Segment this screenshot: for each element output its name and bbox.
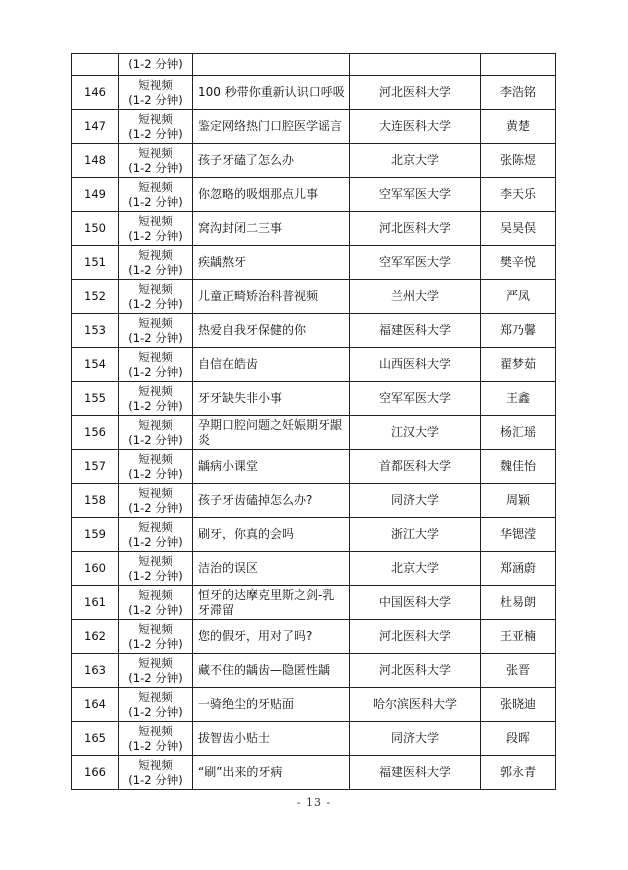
cell-number: 153 <box>72 314 119 348</box>
table-row <box>72 688 556 722</box>
cell-type: (1-2 分钟) <box>119 54 193 76</box>
cell-title: 藏不住的龋齿—隐匿性龋 <box>193 654 350 688</box>
table-row <box>72 110 556 144</box>
cell-number: 154 <box>72 348 119 382</box>
type-label: 短视频 <box>138 213 173 228</box>
type-label: 短视频 <box>138 315 173 330</box>
type-label: 短视频 <box>138 145 173 160</box>
cell-university: 福建医科大学 <box>350 756 481 790</box>
cell-author <box>481 54 556 76</box>
cell-title: 洁治的误区 <box>193 552 350 586</box>
cell-number <box>72 54 119 76</box>
table-row <box>72 382 556 416</box>
cell-number: 149 <box>72 178 119 212</box>
cell-university: 首都医科大学 <box>350 450 481 484</box>
cell-type <box>119 484 193 518</box>
type-label: 短视频 <box>138 621 173 636</box>
page-number: - 13 - <box>296 796 332 809</box>
cell-number: 147 <box>72 110 119 144</box>
cell-type <box>119 212 193 246</box>
cell-title: 100 秒带你重新认识口呼吸 <box>193 76 350 110</box>
cell-title: 牙牙缺失非小事 <box>193 382 350 416</box>
cell-author: 翟梦茹 <box>481 348 556 382</box>
cell-number: 155 <box>72 382 119 416</box>
table-row <box>72 178 556 212</box>
cell-university: 浙江大学 <box>350 518 481 552</box>
cell-university: 福建医科大学 <box>350 314 481 348</box>
table-row <box>72 518 556 552</box>
cell-type <box>119 348 193 382</box>
cell-type <box>119 110 193 144</box>
duration-label: (1-2 分钟) <box>128 534 183 549</box>
table-row <box>72 552 556 586</box>
cell-university: 空军军医大学 <box>350 382 481 416</box>
type-label: 短视频 <box>138 655 173 670</box>
cell-type <box>119 178 193 212</box>
duration-label: (1-2 分钟) <box>128 330 183 345</box>
type-label: 短视频 <box>138 281 173 296</box>
table-row <box>72 348 556 382</box>
cell-number: 159 <box>72 518 119 552</box>
duration-label: (1-2 分钟) <box>128 704 183 719</box>
table-row <box>72 484 556 518</box>
cell-university <box>350 54 481 76</box>
cell-type <box>119 76 193 110</box>
type-label: 短视频 <box>138 519 173 534</box>
duration-label: (1-2 分钟) <box>128 92 183 107</box>
cell-title: 孕期口腔问题之妊娠期牙龈炎 <box>193 416 350 450</box>
type-label: 短视频 <box>138 723 173 738</box>
cell-university: 空军军医大学 <box>350 178 481 212</box>
duration-label: (1-2 分钟) <box>128 262 183 277</box>
cell-university: 河北医科大学 <box>350 654 481 688</box>
cell-university: 河北医科大学 <box>350 212 481 246</box>
cell-title <box>193 54 350 76</box>
duration-label: (1-2 分钟) <box>128 772 183 787</box>
cell-number: 163 <box>72 654 119 688</box>
cell-type <box>119 144 193 178</box>
cell-number: 158 <box>72 484 119 518</box>
cell-university: 江汉大学 <box>350 416 481 450</box>
cell-title: 疾龋熬牙 <box>193 246 350 280</box>
cell-title: 龋病小课堂 <box>193 450 350 484</box>
type-label: 短视频 <box>138 757 173 772</box>
cell-university: 河北医科大学 <box>350 76 481 110</box>
duration-label: (1-2 分钟) <box>128 194 183 209</box>
duration-label: (1-2 分钟) <box>128 432 183 447</box>
type-label: 短视频 <box>138 111 173 126</box>
table-row <box>72 76 556 110</box>
cell-author: 魏佳怡 <box>481 450 556 484</box>
cell-university: 空军军医大学 <box>350 246 481 280</box>
cell-type <box>119 688 193 722</box>
cell-type <box>119 756 193 790</box>
table-row <box>72 416 556 450</box>
table-row <box>72 144 556 178</box>
cell-author: 黄楚 <box>481 110 556 144</box>
cell-title: 恒牙的达摩克里斯之剑-乳牙滞留 <box>193 586 350 620</box>
cell-title: 您的假牙，用对了吗? <box>193 620 350 654</box>
cell-author: 张晓迪 <box>481 688 556 722</box>
award-list-table <box>71 53 556 790</box>
cell-title: 刷牙，你真的会吗 <box>193 518 350 552</box>
cell-university: 同济大学 <box>350 722 481 756</box>
duration-label: (1-2 分钟) <box>128 364 183 379</box>
type-label: 短视频 <box>138 485 173 500</box>
duration-label: (1-2 分钟) <box>128 602 183 617</box>
cell-title: 鉴定网络热门口腔医学谣言 <box>193 110 350 144</box>
cell-author: 张晋 <box>481 654 556 688</box>
cell-type <box>119 552 193 586</box>
cell-title: “刷”出来的牙病 <box>193 756 350 790</box>
cell-number: 148 <box>72 144 119 178</box>
cell-number: 157 <box>72 450 119 484</box>
table-row <box>72 756 556 790</box>
duration-label: (1-2 分钟) <box>128 738 183 753</box>
cell-author: 严凤 <box>481 280 556 314</box>
type-label: 短视频 <box>138 349 173 364</box>
cell-university: 北京大学 <box>350 144 481 178</box>
cell-author: 郑乃馨 <box>481 314 556 348</box>
duration-label: (1-2 分钟) <box>128 296 183 311</box>
cell-university: 哈尔滨医科大学 <box>350 688 481 722</box>
duration-label: (1-2 分钟) <box>128 160 183 175</box>
cell-author: 华锶滢 <box>481 518 556 552</box>
cell-number: 161 <box>72 586 119 620</box>
cell-author: 张陈煜 <box>481 144 556 178</box>
duration-label: (1-2 分钟) <box>128 398 183 413</box>
cell-number: 150 <box>72 212 119 246</box>
table-row <box>72 280 556 314</box>
cell-number: 146 <box>72 76 119 110</box>
type-label: 短视频 <box>138 247 173 262</box>
cell-type <box>119 382 193 416</box>
cell-type <box>119 586 193 620</box>
cell-title: 窝沟封闭二三事 <box>193 212 350 246</box>
duration-label: (1-2 分钟) <box>128 466 183 481</box>
cell-university: 兰州大学 <box>350 280 481 314</box>
table-row <box>72 654 556 688</box>
table-row-continuation <box>72 54 556 76</box>
cell-author: 段晖 <box>481 722 556 756</box>
cell-author: 樊辛悦 <box>481 246 556 280</box>
cell-number: 165 <box>72 722 119 756</box>
cell-university: 中国医科大学 <box>350 586 481 620</box>
cell-author: 杨汇瑶 <box>481 416 556 450</box>
award-list-table-container <box>71 53 555 790</box>
cell-type <box>119 314 193 348</box>
cell-author: 郑涵蔚 <box>481 552 556 586</box>
cell-author: 李浩铭 <box>481 76 556 110</box>
cell-university: 山西医科大学 <box>350 348 481 382</box>
duration-label: (1-2 分钟) <box>128 228 183 243</box>
cell-number: 152 <box>72 280 119 314</box>
table-body <box>72 54 556 790</box>
type-label: 短视频 <box>138 451 173 466</box>
cell-type <box>119 450 193 484</box>
cell-author: 杜易朗 <box>481 586 556 620</box>
cell-title: 你忽略的吸烟那点儿事 <box>193 178 350 212</box>
cell-type <box>119 654 193 688</box>
cell-author: 吴昊俣 <box>481 212 556 246</box>
duration-label: (1-2 分钟) <box>128 636 183 651</box>
cell-title: 拔智齿小贴士 <box>193 722 350 756</box>
cell-number: 162 <box>72 620 119 654</box>
cell-type <box>119 620 193 654</box>
cell-type <box>119 416 193 450</box>
cell-number: 156 <box>72 416 119 450</box>
cell-title: 孩子牙齿磕掉怎么办? <box>193 484 350 518</box>
cell-author: 郭永青 <box>481 756 556 790</box>
cell-type <box>119 518 193 552</box>
cell-title: 一骑绝尘的牙贴面 <box>193 688 350 722</box>
cell-type <box>119 722 193 756</box>
cell-author: 王亚楠 <box>481 620 556 654</box>
cell-number: 160 <box>72 552 119 586</box>
cell-university: 北京大学 <box>350 552 481 586</box>
cell-author: 周颖 <box>481 484 556 518</box>
cell-type <box>119 280 193 314</box>
duration-label: (1-2 分钟) <box>128 568 183 583</box>
table-row <box>72 722 556 756</box>
type-label: 短视频 <box>138 553 173 568</box>
duration-label: (1-2 分钟) <box>128 126 183 141</box>
cell-author: 王鑫 <box>481 382 556 416</box>
table-row <box>72 212 556 246</box>
cell-title: 孩子牙磕了怎么办 <box>193 144 350 178</box>
cell-university: 河北医科大学 <box>350 620 481 654</box>
cell-university: 同济大学 <box>350 484 481 518</box>
cell-title: 儿童正畸矫治科普视频 <box>193 280 350 314</box>
cell-author: 李天乐 <box>481 178 556 212</box>
table-row <box>72 246 556 280</box>
type-label: 短视频 <box>138 179 173 194</box>
cell-title: 热爱自我牙保健的你 <box>193 314 350 348</box>
type-label: 短视频 <box>138 417 173 432</box>
cell-number: 166 <box>72 756 119 790</box>
cell-title: 自信在皓齿 <box>193 348 350 382</box>
type-label: 短视频 <box>138 587 173 602</box>
table-row <box>72 586 556 620</box>
table-row <box>72 314 556 348</box>
cell-number: 164 <box>72 688 119 722</box>
cell-university: 大连医科大学 <box>350 110 481 144</box>
table-row <box>72 450 556 484</box>
cell-type <box>119 246 193 280</box>
type-label: 短视频 <box>138 689 173 704</box>
type-label: 短视频 <box>138 77 173 92</box>
table-row <box>72 620 556 654</box>
duration-label: (1-2 分钟) <box>128 670 183 685</box>
duration-label: (1-2 分钟) <box>128 500 183 515</box>
type-label: 短视频 <box>138 383 173 398</box>
cell-number: 151 <box>72 246 119 280</box>
